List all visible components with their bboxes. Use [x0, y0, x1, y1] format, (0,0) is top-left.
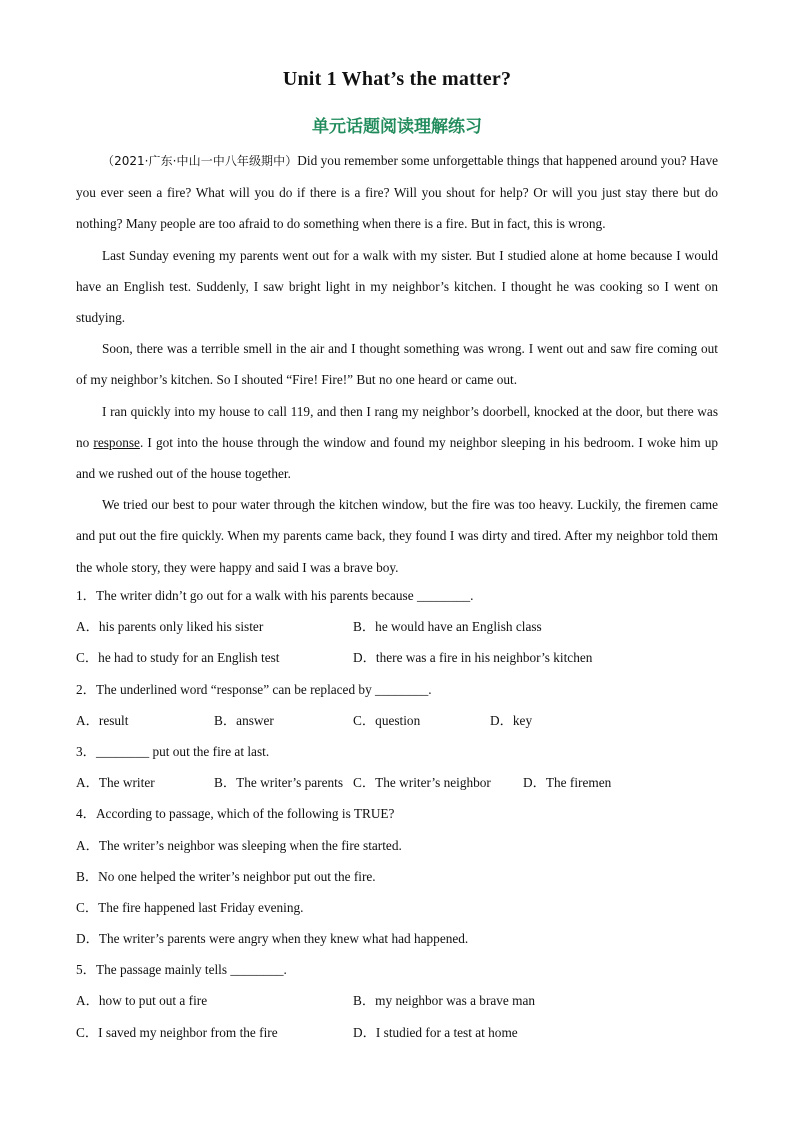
- passage-paragraph-2: Last Sunday evening my parents went out for a walk with my sister. But I studied alone at home because I would have an English test. Suddenly, I saw bright light in my neighbor’s kitchen. I thought he was cooking so I went on studying.: [76, 247, 718, 326]
- option-d[interactable]: D．there was a fire in his neighbor’s kitchen: [353, 650, 593, 666]
- option-a[interactable]: A．how to put out a fire: [76, 993, 208, 1009]
- question-stem: 5．The passage mainly tells ________.: [76, 962, 287, 978]
- option-row: [76, 642, 718, 673]
- question-stem: 4．According to passage, which of the following is TRUE?: [76, 806, 395, 822]
- document-title: Unit 1 What’s the matter?: [282, 68, 512, 90]
- option-d[interactable]: D．The writer’s parents were angry when they knew what had happened.: [76, 931, 469, 947]
- option-d[interactable]: D．I studied for a test at home: [353, 1024, 518, 1040]
- passage-paragraph-5: We tried our best to pour water through the kitchen window, but the fire was too heavy. Luckily, the firemen came and put out the fire quickly. When my parents came back, they found I was dirty and tired. After my neighbor told them the whole story, they were happy and said I was a brave boy.: [76, 497, 718, 575]
- option-row: [76, 985, 718, 1016]
- option-a[interactable]: A．The writer: [76, 775, 155, 791]
- option-a[interactable]: A．his parents only liked his sister: [76, 619, 264, 635]
- option-b[interactable]: B．No one helped the writer’s neighbor put out the fire.: [76, 868, 376, 884]
- source-note: （2021·广东·中山一中八年级期中）: [102, 154, 298, 168]
- option-b[interactable]: B．The writer’s parents: [214, 775, 343, 791]
- question-stem: 2．The underlined word “response” can be replaced by ________.: [76, 681, 432, 697]
- passage-paragraph-3: Soon, there was a terrible smell in the air and I thought something was wrong. I went out and saw fire coming out of my neighbor’s kitchen. So I shouted “Fire! Fire!” But no one heard or came out.: [76, 341, 718, 388]
- option-row: [76, 1017, 718, 1048]
- paragraph-text: Did you remember some unforgettable things that happened around you? Have you ever seen a fire? What will you do if there is a fire? Will you shout for help? Or will you just stay there but do nothing? Many people are too afraid to do something when there is a fire. But in fact, this is wrong.: [76, 153, 719, 232]
- question-list: [76, 580, 718, 1048]
- paragraph-text: . I got into the house through the window and found my neighbor sleeping in his bedroom. I woke him up and we rushed out of the house together.: [76, 434, 718, 482]
- question-stem: 3．________ put out the fire at last.: [76, 743, 270, 759]
- option-d[interactable]: D．key: [490, 712, 533, 728]
- underlined-word: response: [93, 434, 140, 450]
- question-stem: 1．The writer didn’t go out for a walk with his parents because ________.: [76, 588, 474, 603]
- option-d[interactable]: D．The firemen: [523, 775, 612, 791]
- option-b[interactable]: B．he would have an English class: [353, 619, 542, 635]
- option-a[interactable]: A．result: [76, 712, 129, 728]
- option-c[interactable]: C．I saved my neighbor from the fire: [76, 1024, 278, 1040]
- option-b[interactable]: B．my neighbor was a brave man: [353, 993, 536, 1009]
- option-c[interactable]: C．The fire happened last Friday evening.: [76, 899, 304, 915]
- option-row: [76, 767, 718, 798]
- option-row: [76, 705, 718, 736]
- option-b[interactable]: B．answer: [214, 712, 274, 728]
- passage-paragraph-4: [76, 396, 718, 490]
- option-row: [76, 611, 718, 642]
- passage-paragraph-1: [76, 145, 718, 240]
- option-c[interactable]: C．he had to study for an English test: [76, 650, 280, 666]
- option-c[interactable]: C．question: [353, 712, 421, 728]
- reading-passage: [76, 145, 718, 583]
- option-c[interactable]: C．The writer’s neighbor: [353, 775, 491, 791]
- option-a[interactable]: A．The writer’s neighbor was sleeping when the fire started.: [76, 837, 402, 853]
- paragraph-text: I ran quickly into my house to call 119, and then I rang my neighbor’s doorbell, knocked at the door, but there was no: [76, 403, 718, 450]
- document-subtitle: 单元话题阅读理解练习: [312, 117, 482, 137]
